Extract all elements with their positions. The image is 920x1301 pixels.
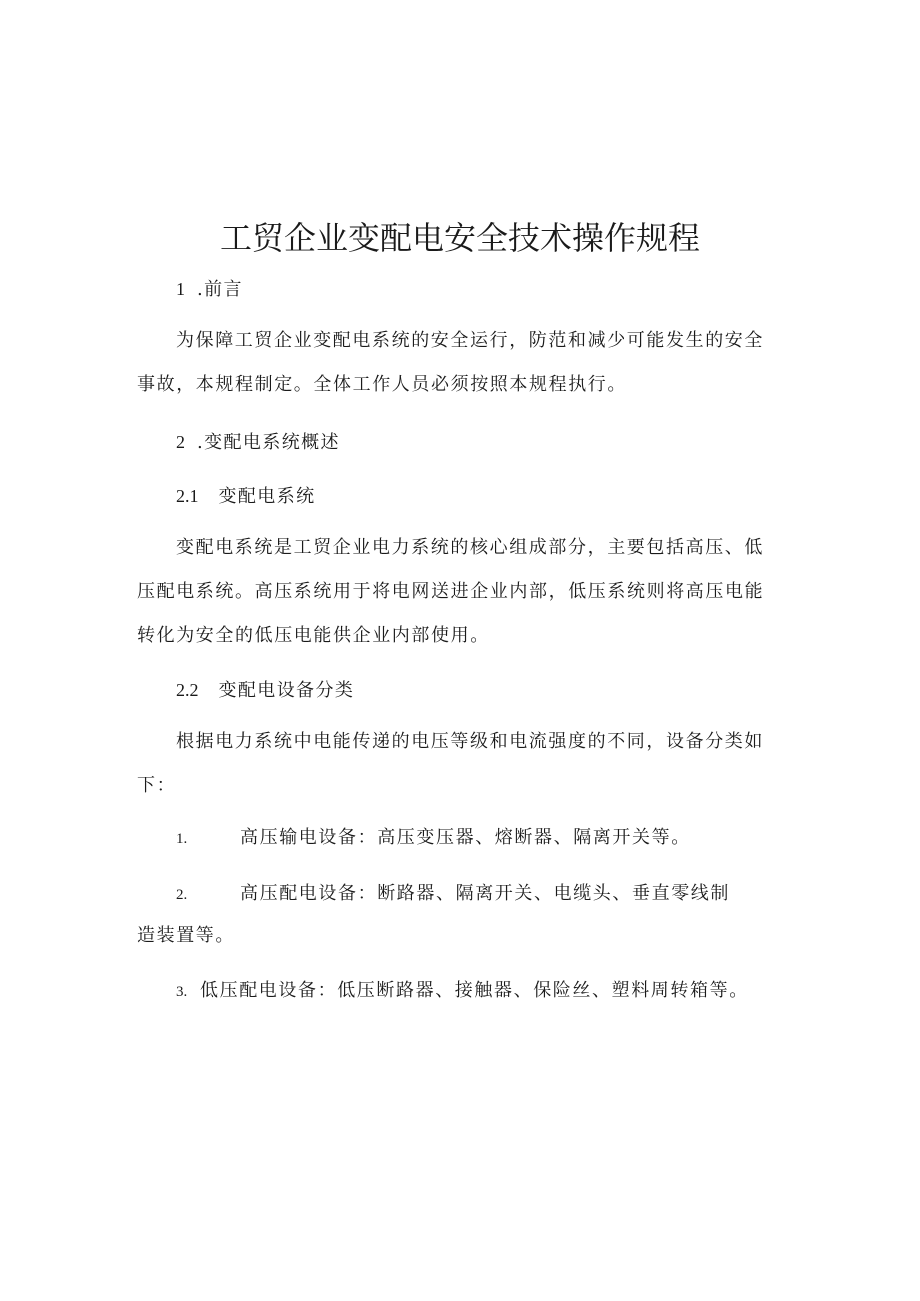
section-2-2-heading [176,675,354,706]
list-item [176,879,730,910]
section-2-1-title: 变配电系统 [218,486,316,507]
list-item-text: 高压配电设备：断路器、隔离开关、电缆头、垂直零线制 [240,883,730,904]
list-item [176,976,749,1007]
list-item-number: 3. [176,984,188,1000]
document-title: 工贸企业变配电安全技术操作规程 [219,219,700,257]
section-1-number: 1 [176,279,185,299]
section-1-paragraph: 为保障工贸企业变配电系统的安全运行，防范和减少可能发生的安全事故，本规程制定。全体工作人员必须按照本规程执行。 [137,330,764,395]
section-1-title: .前言 [197,279,243,300]
section-2-2-title: 变配电设备分类 [218,680,355,701]
section-2-title: .变配电系统概述 [197,432,340,453]
section-2-1-heading [176,481,316,512]
list-item-text: 低压配电设备：低压断路器、接触器、保险丝、塑料周转箱等。 [200,980,749,1001]
section-2-1-number: 2.1 [176,486,199,506]
list-item-text: 高压输电设备：高压变压器、熔断器、隔离开关等。 [240,827,691,848]
section-2-number: 2 [176,432,185,452]
list-item-number: 1. [176,831,188,847]
section-1-heading [176,274,243,305]
section-2-2-paragraph: 根据电力系统中电能传递的电压等级和电流强度的不同，设备分类如下： [137,731,764,796]
section-2-1-paragraph: 变配电系统是工贸企业电力系统的核心组成部分，主要包括高压、低压配电系统。高压系统用于将电网送进企业内部，低压系统则将高压电能转化为安全的低压电能供企业内部使用。 [137,537,765,646]
list-item [176,823,691,854]
list-item-continuation: 造装置等。 [137,925,235,946]
list-item-number: 2. [176,887,188,903]
section-2-2-number: 2.2 [176,680,199,700]
section-2-heading [176,427,340,458]
